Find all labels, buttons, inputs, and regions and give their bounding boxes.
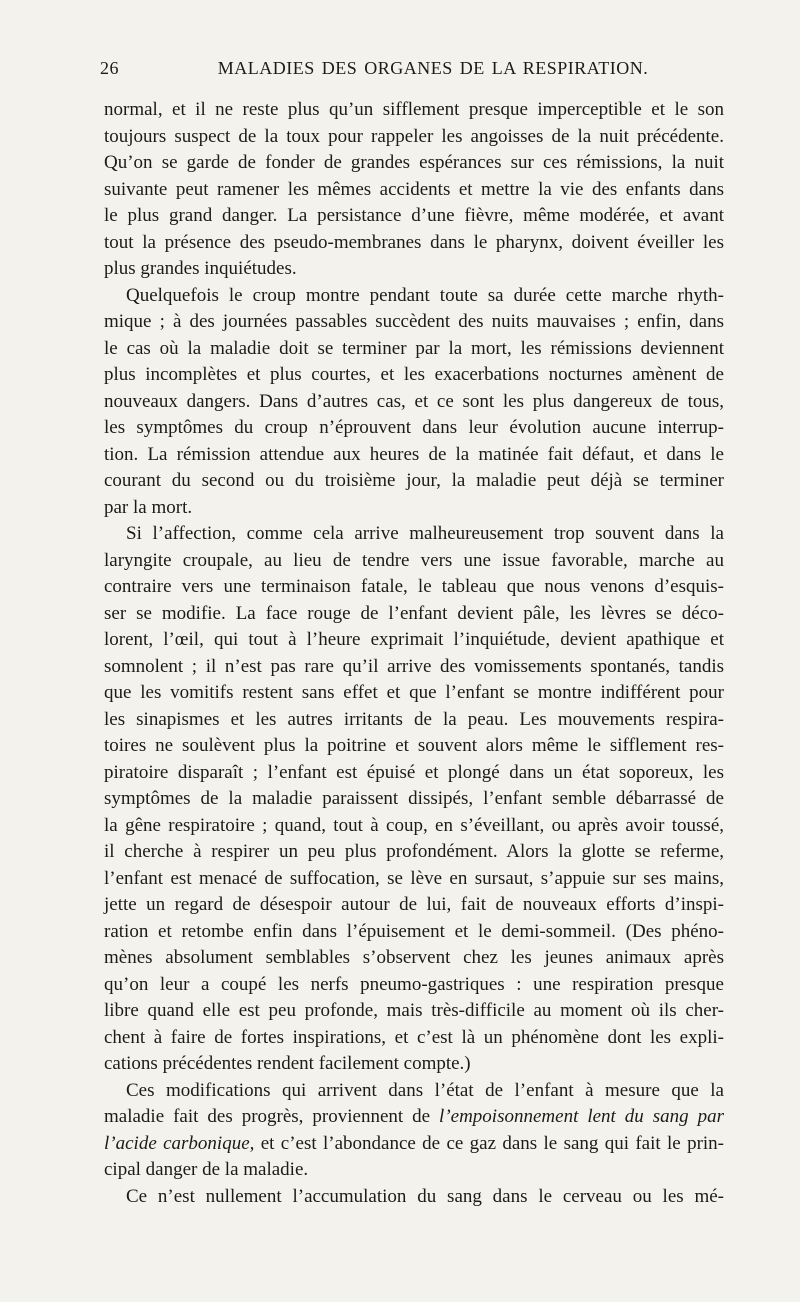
text-run: et c’est l’abondance de ce gaz dans le sang qui fait le prin- [260,1132,724,1154]
page-number: 26 [100,58,119,78]
text-line: la gêne respiratoire ; quand, tout à coup, en s’éveillant, ou après avoir toussé, [104,814,724,836]
text-line: chent à faire de fortes inspirations, et c’est là un phénomène dont les expli- [104,1026,724,1048]
text-run: maladie fait des progrès, proviennent de [104,1106,431,1127]
text-line: les sinapismes et les autres irritants de la peau. Les mouvements respira- [104,708,724,730]
text-line: Ce n’est nullement l’accumulation du sang dans le cerveau ou les mé- [126,1185,724,1207]
text-line: toires ne soulèvent plus la poitrine et souvent alors même le sifflement res- [104,735,724,756]
text-line: le plus grand danger. La persistance d’une fièvre, même modérée, et avant [104,205,724,226]
italic-run: l’acide carbonique, [104,1132,255,1154]
text-line: ser se modifie. La face rouge de l’enfant devient pâle, les lèvres se déco- [104,602,724,624]
text-line: mique ; à des journées passables succèdent des nuits mauvaises ; enfin, dans [104,311,724,332]
text-line: contraire vers une terminaison fatale, le tableau que nous venons d’esquis- [104,576,724,597]
text-line: cipal danger de la maladie. [104,1159,309,1180]
text-line: courant du second ou du troisième jour, la maladie peut déjà se terminer [104,470,724,491]
text-line: piratoire disparaît ; l’enfant est épuisé et plongé dans un état soporeux, les [104,761,724,783]
text-line: tion. La rémission attendue aux heures de la matinée fait défaut, et dans le [104,443,724,465]
text-line: cations précédentes rendent facilement compte.) [104,1053,471,1074]
text-line: laryngite croupale, au lieu de tendre vers une issue favorable, marche au [104,549,724,571]
text-line-with-italic [104,1104,724,1131]
text-line: normal, et il ne reste plus qu’un sifflement presque imperceptible et le son [104,99,724,120]
text-line: plus grandes inquiétudes. [104,258,297,279]
text-line: Quelquefois le croup montre pendant toute sa durée cette marche rhyth- [126,284,724,306]
text-line: lorent, l’œil, qui tout à l’heure exprimait l’inquiétude, devient apathique et [104,629,724,650]
text-line: il cherche à respirer un peu plus profondément. Alors la glotte se referme, [104,841,724,862]
text-line: Ces modifications qui arrivent dans l’état de l’enfant à mesure que la [126,1079,724,1101]
text-line: Si l’affection, comme cela arrive malheureusement trop souvent dans la [126,523,724,544]
body-text [104,97,724,1210]
text-line: ration et retombe enfin dans l’épuisement et le demi-sommeil. (Des phéno- [104,920,724,942]
text-line: mènes absolument semblables s’observent chez les jeunes animaux après [104,947,724,968]
italic-run: l’empoisonnement lent du sang par [439,1106,725,1127]
text-line: qu’on leur a coupé les nerfs pneumo-gastriques : une respiration presque [104,973,724,995]
text-line: nouveaux dangers. Dans d’autres cas, et ce sont les plus dangereux de tous, [104,390,724,412]
text-line: somnolent ; il n’est pas rare qu’il arrive des vomissements spontanés, tandis [104,655,724,677]
text-line: libre quand elle est peu profonde, mais très-difficile au moment où ils cher- [104,1000,724,1021]
text-line: que les vomitifs restent sans effet et que l’enfant se montre indifférent pour [104,682,724,703]
text-line: suivante peut ramener les mêmes accidents et mettre la vie des enfants dans [104,178,724,200]
text-line: symptômes de la maladie paraissent dissipés, l’enfant semble débarrassé de [104,788,724,809]
text-line: plus incomplètes et plus courtes, et les exacerbations nocturnes amènent de [104,364,724,385]
text-line: toujours suspect de la toux pour rappeler les angoisses de la nuit précédente. [104,125,724,147]
text-line: les symptômes du croup n’éprouvent dans leur évolution aucune interrup- [104,417,724,438]
text-line-with-italic [104,1131,724,1158]
text-line: Qu’on se garde de fonder de grandes espérances sur ces rémissions, la nuit [104,152,724,173]
text-line: jette un regard de désespoir autour de lui, fait de nouveaux efforts d’inspi- [104,894,724,915]
text-line: tout la présence des pseudo-membranes dans le pharynx, doivent éveiller les [104,231,724,253]
text-line: le cas où la maladie doit se terminer par la mort, les rémissions deviennent [104,337,724,359]
text-line: par la mort. [104,496,193,518]
page-header [100,58,720,86]
text-line: l’enfant est menacé de suffocation, se lève en sursaut, s’appuie sur ses mains, [104,867,724,889]
running-title: MALADIES DES ORGANES DE LA RESPIRATION. [217,58,649,78]
